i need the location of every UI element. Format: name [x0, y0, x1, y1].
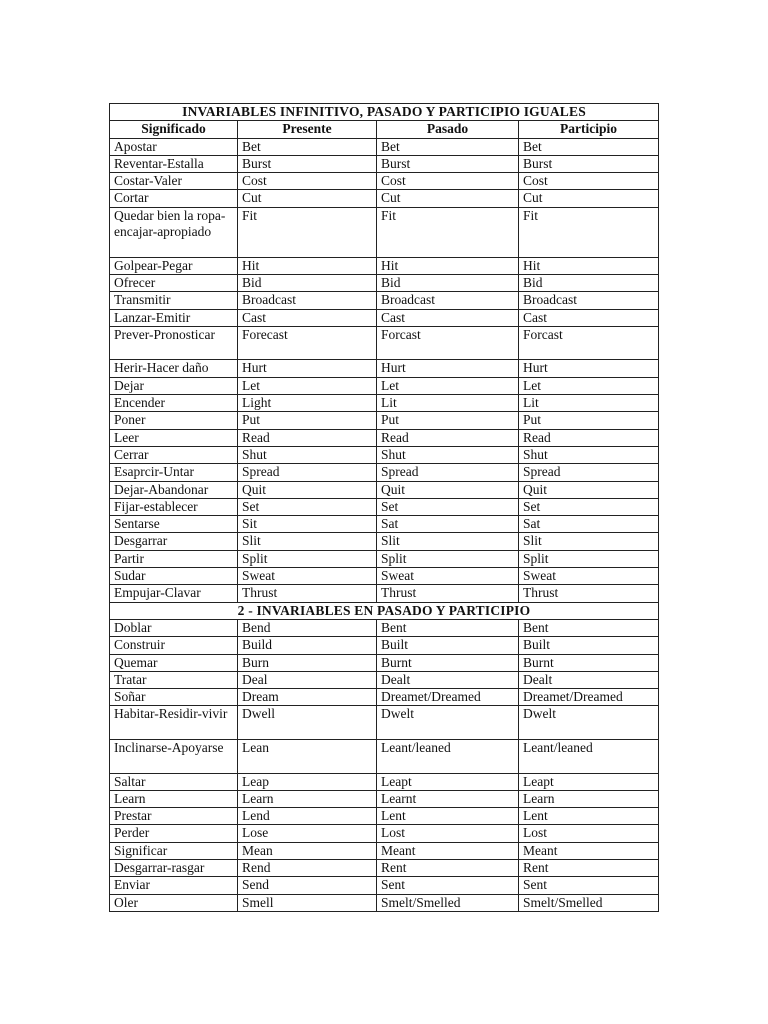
- present-cell: Bet: [238, 138, 377, 155]
- column-header: Participio: [519, 121, 659, 138]
- past-cell: Hit: [377, 257, 519, 274]
- meaning-cell: Encender: [110, 395, 238, 412]
- meaning-cell: Apostar: [110, 138, 238, 155]
- past-cell: Sent: [377, 877, 519, 894]
- present-cell: Light: [238, 395, 377, 412]
- participle-cell: Cast: [519, 309, 659, 326]
- table-row: [110, 326, 659, 360]
- meaning-cell: Sentarse: [110, 516, 238, 533]
- participle-cell: Sweat: [519, 568, 659, 585]
- table-row: [110, 207, 659, 257]
- table-row: [110, 377, 659, 394]
- table-row: [110, 619, 659, 636]
- present-cell: Spread: [238, 464, 377, 481]
- past-cell: Cost: [377, 173, 519, 190]
- present-cell: Broadcast: [238, 292, 377, 309]
- present-cell: Deal: [238, 671, 377, 688]
- past-cell: Hurt: [377, 360, 519, 377]
- participle-cell: Read: [519, 429, 659, 446]
- past-cell: Meant: [377, 842, 519, 859]
- table-row: [110, 706, 659, 740]
- past-cell: Read: [377, 429, 519, 446]
- past-cell: Slit: [377, 533, 519, 550]
- past-cell: Burst: [377, 155, 519, 172]
- past-cell: Quit: [377, 481, 519, 498]
- participle-cell: Meant: [519, 842, 659, 859]
- present-cell: Sweat: [238, 568, 377, 585]
- meaning-cell: Esaprcir-Untar: [110, 464, 238, 481]
- participle-cell: Lit: [519, 395, 659, 412]
- column-header: Pasado: [377, 121, 519, 138]
- past-cell: Bet: [377, 138, 519, 155]
- present-cell: Send: [238, 877, 377, 894]
- table-row: [110, 585, 659, 602]
- past-cell: Dwelt: [377, 706, 519, 740]
- past-cell: Leapt: [377, 773, 519, 790]
- participle-cell: Sat: [519, 516, 659, 533]
- present-cell: Build: [238, 637, 377, 654]
- past-cell: Sat: [377, 516, 519, 533]
- past-cell: Dreamet/Dreamed: [377, 689, 519, 706]
- present-cell: Cast: [238, 309, 377, 326]
- past-cell: Shut: [377, 446, 519, 463]
- participle-cell: Rent: [519, 860, 659, 877]
- participle-cell: Thrust: [519, 585, 659, 602]
- meaning-cell: Dejar: [110, 377, 238, 394]
- present-cell: Smell: [238, 894, 377, 911]
- past-cell: Put: [377, 412, 519, 429]
- table-row: [110, 808, 659, 825]
- participle-cell: Shut: [519, 446, 659, 463]
- meaning-cell: Ofrecer: [110, 274, 238, 291]
- present-cell: Lose: [238, 825, 377, 842]
- meaning-cell: Quemar: [110, 654, 238, 671]
- past-cell: Split: [377, 550, 519, 567]
- meaning-cell: Fijar-establecer: [110, 498, 238, 515]
- present-cell: Burst: [238, 155, 377, 172]
- present-cell: Cost: [238, 173, 377, 190]
- column-header-row: [110, 121, 659, 138]
- meaning-cell: Empujar-Clavar: [110, 585, 238, 602]
- table-row: [110, 671, 659, 688]
- past-cell: Thrust: [377, 585, 519, 602]
- table-row: [110, 412, 659, 429]
- table-row: [110, 190, 659, 207]
- present-cell: Burn: [238, 654, 377, 671]
- participle-cell: Forcast: [519, 326, 659, 360]
- present-cell: Put: [238, 412, 377, 429]
- table-row: [110, 654, 659, 671]
- table-row: [110, 173, 659, 190]
- participle-cell: Let: [519, 377, 659, 394]
- column-header: Presente: [238, 121, 377, 138]
- participle-cell: Cut: [519, 190, 659, 207]
- table-row: [110, 550, 659, 567]
- meaning-cell: Habitar-Residir-vivir: [110, 706, 238, 740]
- table-row: [110, 842, 659, 859]
- participle-cell: Cost: [519, 173, 659, 190]
- past-cell: Built: [377, 637, 519, 654]
- present-cell: Dwell: [238, 706, 377, 740]
- present-cell: Lean: [238, 739, 377, 773]
- meaning-cell: Inclinarse-Apoyarse: [110, 739, 238, 773]
- meaning-cell: Perder: [110, 825, 238, 842]
- section-title-row: [110, 602, 659, 619]
- table-row: [110, 309, 659, 326]
- past-cell: Bid: [377, 274, 519, 291]
- participle-cell: Learn: [519, 790, 659, 807]
- past-cell: Cut: [377, 190, 519, 207]
- present-cell: Thrust: [238, 585, 377, 602]
- meaning-cell: Saltar: [110, 773, 238, 790]
- meaning-cell: Doblar: [110, 619, 238, 636]
- past-cell: Dealt: [377, 671, 519, 688]
- meaning-cell: Transmitir: [110, 292, 238, 309]
- participle-cell: Built: [519, 637, 659, 654]
- present-cell: Mean: [238, 842, 377, 859]
- table-row: [110, 790, 659, 807]
- present-cell: Bid: [238, 274, 377, 291]
- meaning-cell: Prestar: [110, 808, 238, 825]
- participle-cell: Lost: [519, 825, 659, 842]
- present-cell: Bend: [238, 619, 377, 636]
- meaning-cell: Learn: [110, 790, 238, 807]
- participle-cell: Smelt/Smelled: [519, 894, 659, 911]
- section-title: 2 - INVARIABLES EN PASADO Y PARTICIPIO: [110, 602, 659, 619]
- meaning-cell: Significar: [110, 842, 238, 859]
- meaning-cell: Tratar: [110, 671, 238, 688]
- past-cell: Spread: [377, 464, 519, 481]
- past-cell: Lit: [377, 395, 519, 412]
- table-row: [110, 516, 659, 533]
- section-title-row: [110, 104, 659, 121]
- present-cell: Shut: [238, 446, 377, 463]
- participle-cell: Lent: [519, 808, 659, 825]
- participle-cell: Leapt: [519, 773, 659, 790]
- participle-cell: Quit: [519, 481, 659, 498]
- meaning-cell: Partir: [110, 550, 238, 567]
- participle-cell: Bet: [519, 138, 659, 155]
- present-cell: Dream: [238, 689, 377, 706]
- meaning-cell: Construir: [110, 637, 238, 654]
- table-row: [110, 568, 659, 585]
- meaning-cell: Sudar: [110, 568, 238, 585]
- meaning-cell: Quedar bien la ropa-encajar-apropiado: [110, 207, 238, 257]
- participle-cell: Slit: [519, 533, 659, 550]
- table-row: [110, 446, 659, 463]
- present-cell: Hurt: [238, 360, 377, 377]
- present-cell: Forecast: [238, 326, 377, 360]
- meaning-cell: Desgarrar: [110, 533, 238, 550]
- participle-cell: Dreamet/Dreamed: [519, 689, 659, 706]
- present-cell: Let: [238, 377, 377, 394]
- table-row: [110, 739, 659, 773]
- participle-cell: Bid: [519, 274, 659, 291]
- present-cell: Cut: [238, 190, 377, 207]
- participle-cell: Hurt: [519, 360, 659, 377]
- meaning-cell: Poner: [110, 412, 238, 429]
- table-row: [110, 498, 659, 515]
- participle-cell: Hit: [519, 257, 659, 274]
- past-cell: Let: [377, 377, 519, 394]
- present-cell: Sit: [238, 516, 377, 533]
- participle-cell: Leant/leaned: [519, 739, 659, 773]
- present-cell: Leap: [238, 773, 377, 790]
- participle-cell: Broadcast: [519, 292, 659, 309]
- meaning-cell: Enviar: [110, 877, 238, 894]
- past-cell: Burnt: [377, 654, 519, 671]
- meaning-cell: Oler: [110, 894, 238, 911]
- meaning-cell: Costar-Valer: [110, 173, 238, 190]
- table-row: [110, 481, 659, 498]
- table-row: [110, 155, 659, 172]
- present-cell: Learn: [238, 790, 377, 807]
- participle-cell: Spread: [519, 464, 659, 481]
- past-cell: Set: [377, 498, 519, 515]
- past-cell: Fit: [377, 207, 519, 257]
- table-row: [110, 292, 659, 309]
- table-row: [110, 257, 659, 274]
- table-row: [110, 825, 659, 842]
- present-cell: Read: [238, 429, 377, 446]
- present-cell: Lend: [238, 808, 377, 825]
- past-cell: Lost: [377, 825, 519, 842]
- meaning-cell: Soñar: [110, 689, 238, 706]
- present-cell: Rend: [238, 860, 377, 877]
- participle-cell: Burnt: [519, 654, 659, 671]
- meaning-cell: Dejar-Abandonar: [110, 481, 238, 498]
- meaning-cell: Golpear-Pegar: [110, 257, 238, 274]
- present-cell: Slit: [238, 533, 377, 550]
- past-cell: Learnt: [377, 790, 519, 807]
- table-row: [110, 689, 659, 706]
- present-cell: Fit: [238, 207, 377, 257]
- present-cell: Split: [238, 550, 377, 567]
- verb-table-body: [110, 104, 659, 912]
- table-row: [110, 773, 659, 790]
- table-row: [110, 274, 659, 291]
- past-cell: Forcast: [377, 326, 519, 360]
- past-cell: Smelt/Smelled: [377, 894, 519, 911]
- participle-cell: Dwelt: [519, 706, 659, 740]
- participle-cell: Put: [519, 412, 659, 429]
- participle-cell: Sent: [519, 877, 659, 894]
- meaning-cell: Prever-Pronosticar: [110, 326, 238, 360]
- participle-cell: Fit: [519, 207, 659, 257]
- meaning-cell: Herir-Hacer daño: [110, 360, 238, 377]
- table-row: [110, 894, 659, 911]
- past-cell: Sweat: [377, 568, 519, 585]
- present-cell: Set: [238, 498, 377, 515]
- meaning-cell: Cerrar: [110, 446, 238, 463]
- table-row: [110, 138, 659, 155]
- past-cell: Bent: [377, 619, 519, 636]
- past-cell: Cast: [377, 309, 519, 326]
- table-row: [110, 429, 659, 446]
- meaning-cell: Leer: [110, 429, 238, 446]
- table-row: [110, 877, 659, 894]
- column-header: Significado: [110, 121, 238, 138]
- table-row: [110, 464, 659, 481]
- table-row: [110, 360, 659, 377]
- meaning-cell: Desgarrar-rasgar: [110, 860, 238, 877]
- participle-cell: Split: [519, 550, 659, 567]
- participle-cell: Burst: [519, 155, 659, 172]
- past-cell: Rent: [377, 860, 519, 877]
- present-cell: Quit: [238, 481, 377, 498]
- meaning-cell: Reventar-Estalla: [110, 155, 238, 172]
- table-row: [110, 533, 659, 550]
- past-cell: Broadcast: [377, 292, 519, 309]
- section-title: INVARIABLES INFINITIVO, PASADO Y PARTICIPIO IGUALES: [110, 104, 659, 121]
- participle-cell: Set: [519, 498, 659, 515]
- participle-cell: Dealt: [519, 671, 659, 688]
- past-cell: Lent: [377, 808, 519, 825]
- past-cell: Leant/leaned: [377, 739, 519, 773]
- present-cell: Hit: [238, 257, 377, 274]
- table-row: [110, 860, 659, 877]
- meaning-cell: Lanzar-Emitir: [110, 309, 238, 326]
- table-row: [110, 637, 659, 654]
- table-row: [110, 395, 659, 412]
- verb-table: [109, 103, 659, 912]
- meaning-cell: Cortar: [110, 190, 238, 207]
- participle-cell: Bent: [519, 619, 659, 636]
